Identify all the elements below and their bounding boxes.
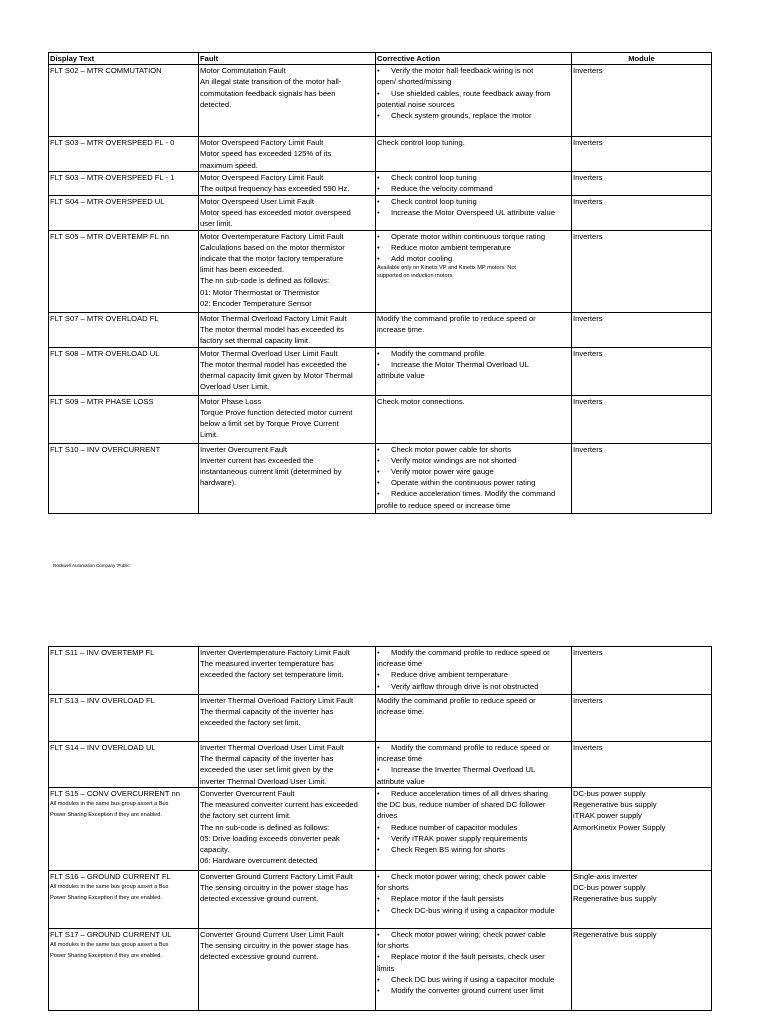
fault-cell [199, 443, 376, 513]
display-text: FLT S08 – MTR OVERLOAD UL [50, 348, 160, 358]
display-text: FLT S07 – MTR OVERLOAD FL [50, 313, 159, 323]
corrective-action-cell [376, 65, 572, 137]
display-text-cell [49, 230, 199, 312]
display-text-cell [49, 788, 199, 871]
fault-text: The sensing circuitry in the power stage has [200, 941, 349, 951]
action-bullet-item: • Reduce acceleration times of all drives sharing [377, 788, 570, 799]
fault-text: The output frequency has exceeded 590 Hz. [200, 184, 350, 194]
fault-text: Motor Phase Loss [200, 396, 262, 406]
action-bullet-item: • Replace motor if the fault persists, check user [377, 951, 570, 962]
corrective-action-cell [376, 395, 572, 443]
fault-text: Motor Overspeed Factory Limit Fault [200, 173, 324, 183]
module-name: Inverters [573, 173, 603, 183]
fault-cell [199, 871, 376, 929]
fault-text: Calculations based on the motor thermistor [200, 242, 345, 252]
table-row [49, 695, 712, 742]
action-bullet-item: • Operate motor within continuous torque rating [377, 231, 570, 242]
table-row [49, 195, 712, 230]
fault-cell [199, 347, 376, 395]
action-text: open/ shorted/missing [377, 77, 452, 87]
fault-text: limit has been exceeded. [200, 265, 285, 275]
display-text: FLT S14 – INV OVERLOAD UL [50, 743, 156, 752]
fault-text: The thermal capacity of the inverter has [200, 707, 334, 717]
display-text: FLT S09 – MTR PHASE LOSS [50, 396, 154, 406]
display-note: All modules in the same bus group assert a Bus [50, 801, 169, 808]
action-bullet-item: • Modify the command profile to reduce speed or [377, 647, 570, 658]
action-text: increase time [377, 754, 423, 764]
action-bullet-item: • Reduce number of capacitor modules [377, 822, 570, 833]
action-text: Check control loop tuning. [377, 138, 465, 148]
corrective-action-cell [376, 312, 572, 347]
action-bullet-item: • Check DC bus wiring if using a capacitor module [377, 974, 570, 985]
module-cell [572, 395, 712, 443]
module-name: Inverters [573, 138, 603, 148]
action-text: attribute value [377, 371, 425, 381]
display-text-cell [49, 395, 199, 443]
fault-text: Converter Overcurrent Fault [200, 789, 295, 798]
corrective-action-cell [376, 788, 572, 871]
display-text: FLT S10 – INV OVERCURRENT [50, 444, 161, 454]
module-name: Inverters [573, 66, 603, 76]
display-text-cell [49, 929, 199, 1011]
corrective-action-cell [376, 929, 572, 1011]
action-text: the DC bus, reduce number of shared DC follower [377, 800, 546, 810]
fault-text: The measured converter current has exceeded [200, 800, 358, 810]
fault-text: Motor Overspeed User Limit Fault [200, 196, 314, 206]
module-cell [572, 195, 712, 230]
module-name: DC-bus power supply [573, 883, 646, 893]
fault-text: The nn sub-code is defined as follows: [200, 276, 330, 286]
fault-text: 02: Encoder Temperature Sensor [200, 298, 312, 308]
action-bullet-item: • Verify iTRAK power supply requirements [377, 833, 570, 844]
action-note: Available only on Kinetix VP and Kinetix MP motors. Not [377, 265, 516, 272]
display-text-cell [49, 347, 199, 395]
display-text-cell [49, 137, 199, 172]
fault-text: Inverter Thermal Overload Factory Limit Fault [200, 696, 354, 705]
display-note: Power Sharing Exception if they are enabled. [50, 953, 162, 960]
module-cell [572, 312, 712, 347]
fault-text: exceeded the factory set limit. [200, 718, 301, 728]
display-text-cell [49, 647, 199, 695]
action-text: increase time. [377, 324, 425, 334]
table-row [49, 395, 712, 443]
fault-text: Motor speed has exceeded 125% of its [200, 149, 332, 159]
display-text: FLT S13 – INV OVERLOAD FL [50, 696, 155, 705]
module-cell [572, 230, 712, 312]
display-text-cell [49, 871, 199, 929]
fault-text: Converter Ground Current Factory Limit Fault [200, 872, 353, 881]
table-row [49, 742, 712, 788]
fault-text: Motor Overtemperature Factory Limit Fault [200, 231, 344, 241]
module-name: Inverters [573, 313, 603, 323]
fault-text: The nn sub-code is defined as follows: [200, 822, 330, 832]
table-row [49, 871, 712, 929]
action-text: potential noise sources [377, 99, 455, 109]
table-row [49, 230, 712, 312]
table-row [49, 647, 712, 695]
module-name: DC-bus power supply [573, 789, 646, 798]
module-cell [572, 65, 712, 137]
action-bullet-item: • Verify the motor hall feedback wiring is not [377, 65, 570, 76]
display-text: FLT S17 – GROUND CURRENT UL [50, 930, 172, 939]
fault-text: The thermal capacity of the inverter has [200, 754, 334, 764]
module-name: iTRAK power supply [573, 811, 642, 821]
module-name: Inverters [573, 444, 603, 454]
fault-text: the factory set current limit. [200, 811, 292, 821]
display-text-cell [49, 172, 199, 195]
fault-text: Motor speed has exceeded motor overspeed [200, 207, 351, 217]
corrective-action-cell [376, 443, 572, 513]
fault-cell [199, 788, 376, 871]
fault-text: The sensing circuitry in the power stage has [200, 883, 349, 893]
action-text: attribute value [377, 776, 425, 786]
fault-text: thermal capacity limit given by Motor Thermal [200, 371, 353, 381]
action-bullet-item: • Reduce drive ambient temperature [377, 669, 570, 680]
action-text: increase time [377, 659, 423, 669]
fault-text: Motor Thermal Overload User Limit Fault [200, 348, 338, 358]
action-bullet-item: • Use shielded cables, route feedback away from [377, 88, 570, 99]
module-name: Inverters [573, 396, 603, 406]
table-row [49, 312, 712, 347]
fault-text: inverter Thermal Overload User Limit. [200, 776, 327, 786]
header-corrective-action: Corrective Action [376, 53, 572, 65]
action-bullet-item: • Reduce the velocity command [377, 183, 570, 194]
fault-text: capacity. [200, 845, 230, 855]
display-note: Power Sharing Exception if they are enabled. [50, 812, 162, 819]
fault-text: Overload User Limit. [200, 382, 270, 392]
header-display-text: Display Text [49, 53, 199, 65]
fault-cell [199, 65, 376, 137]
fault-text: below a limit set by Torque Prove Current [200, 419, 339, 429]
module-name: Regenerative bus supply [573, 894, 657, 904]
fault-text: Inverter current has exceeded the [200, 455, 314, 465]
table-row [49, 65, 712, 137]
fault-table-page-bottom [48, 646, 712, 1011]
header-module: Module [572, 53, 712, 65]
action-text: drives [377, 811, 398, 821]
fault-text: factory set thermal capacity limit. [200, 336, 311, 346]
corrective-action-cell [376, 647, 572, 695]
fault-text: An illegal state transition of the motor hall- [200, 77, 342, 87]
action-bullet-item: • Verify motor power wire gauge [377, 466, 570, 477]
module-cell [572, 443, 712, 513]
module-cell [572, 929, 712, 1011]
module-cell [572, 695, 712, 742]
action-bullet-item: • Modify the converter ground current user limit [377, 985, 570, 996]
fault-cell [199, 195, 376, 230]
header-fault: Fault [199, 53, 376, 65]
display-text: FLT S02 – MTR COMMUTATION [50, 66, 162, 76]
action-bullet-item: • Increase the Motor Thermal Overload UL [377, 359, 570, 370]
fault-text: exceeded the user set limit given by the [200, 765, 334, 775]
corrective-action-cell [376, 230, 572, 312]
action-bullet-item: • Add motor cooling [377, 253, 570, 264]
corrective-action-cell [376, 695, 572, 742]
action-bullet-item: • Check system grounds, replace the motor [377, 110, 570, 121]
display-text: FLT S03 – MTR OVERSPEED FL - 1 [50, 173, 175, 183]
action-bullet-item: • Verify motor windings are not shorted [377, 455, 570, 466]
display-text: FLT S11 – INV OVERTEMP FL [50, 648, 155, 657]
fault-text: Inverter Thermal Overload User Limit Fault [200, 743, 344, 752]
fault-text: detected excessive ground current. [200, 952, 319, 962]
display-text: FLT S03 – MTR OVERSPEED FL - 0 [50, 138, 175, 148]
table-body [49, 647, 712, 1011]
action-bullet-item: • Check control loop tuning [377, 172, 570, 183]
display-text: FLT S16 – GROUND CURRENT FL [50, 872, 171, 881]
fault-cell [199, 137, 376, 172]
action-note: supported on induction motors. [377, 273, 454, 280]
corrective-action-cell [376, 871, 572, 929]
fault-text: Motor Commutation Fault [200, 66, 286, 76]
module-name: Regenerative bus supply [573, 930, 657, 939]
display-note: Power Sharing Exception if they are enabled. [50, 895, 162, 902]
fault-text: The motor thermal model has exceeded the [200, 359, 347, 369]
fault-text: Torque Prove function detected motor current [200, 407, 353, 417]
action-bullet-item: • Check motor power wiring; check power cable [377, 871, 570, 882]
fault-cell [199, 395, 376, 443]
fault-cell [199, 742, 376, 788]
display-text-cell [49, 695, 199, 742]
action-text: profile to reduce speed or increase time [377, 500, 511, 510]
table-row [49, 172, 712, 195]
action-bullet-item: • Replace motor if the fault persists [377, 893, 570, 904]
fault-text: 06: Hardware overcurrent detected [200, 856, 318, 866]
action-text: Modify the command profile to reduce speed or [377, 696, 536, 705]
display-text-cell [49, 312, 199, 347]
table-row [49, 929, 712, 1011]
corrective-action-cell [376, 742, 572, 788]
fault-text: The motor thermal model has exceeded its [200, 324, 344, 334]
display-text: FLT S15 – CONV OVERCURRENT nn [50, 789, 180, 798]
fault-text: detected excessive ground current. [200, 894, 319, 904]
action-bullet-item: • Check motor power wiring; check power cable [377, 929, 570, 940]
action-text: increase time. [377, 707, 425, 717]
display-text-cell [49, 65, 199, 137]
display-note: All modules in the same bus group assert a Bus [50, 942, 169, 949]
action-bullet-item: • Increase the Inverter Thermal Overload UL [377, 764, 570, 775]
module-name: Inverters [573, 696, 603, 705]
action-bullet-item: • Operate within the continuous power rating [377, 477, 570, 488]
corrective-action-cell [376, 347, 572, 395]
module-cell [572, 871, 712, 929]
fault-text: Inverter Overcurrent Fault [200, 444, 287, 454]
action-bullet-item: • Modify the command profile to reduce speed or [377, 742, 570, 753]
fault-table-page-top [48, 52, 712, 514]
module-cell [572, 742, 712, 788]
action-text: Check motor connections. [377, 396, 465, 406]
module-cell [572, 347, 712, 395]
action-bullet-item: • Check motor power cable for shorts [377, 444, 570, 455]
fault-text: 05: Drive loading exceeds converter peak [200, 833, 340, 843]
fault-cell [199, 312, 376, 347]
action-bullet-item: • Check DC-bus wiring if using a capacitor module [377, 905, 570, 916]
action-bullet-item: • Increase the Motor Overspeed UL attribute value [377, 207, 570, 218]
classification-footer: Rockwell Automation Company 'Public' [53, 563, 131, 568]
action-text: Modify the command profile to reduce speed or [377, 313, 536, 323]
action-bullet-item: • Verify airflow through drive is not obstructed [377, 681, 570, 692]
display-text-cell [49, 742, 199, 788]
corrective-action-cell [376, 195, 572, 230]
module-cell [572, 137, 712, 172]
table-row [49, 443, 712, 513]
module-name: Regenerative bus supply [573, 800, 657, 810]
action-bullet-item: • Modify the command profile [377, 348, 570, 359]
display-text-cell [49, 443, 199, 513]
fault-text: hardware). [200, 478, 237, 488]
table-row [49, 347, 712, 395]
fault-text: Converter Ground Current User Limit Fault [200, 930, 344, 939]
action-bullet-item: • Reduce acceleration times. Modify the command [377, 488, 570, 499]
fault-text: exceeded the factory set temperature limit. [200, 670, 344, 680]
fault-cell [199, 172, 376, 195]
action-text: for shorts [377, 941, 409, 951]
fault-text: Limit. [200, 430, 219, 440]
fault-text: commutation feedback signals has been [200, 88, 336, 98]
table-header-row [49, 53, 712, 65]
action-text: for shorts [377, 883, 409, 893]
display-note: All modules in the same bus group assert a Bus [50, 884, 169, 891]
fault-text: Inverter Overtemperature Factory Limit Fault [200, 648, 350, 657]
table-row [49, 137, 712, 172]
fault-text: The measured inverter temperature has [200, 659, 334, 669]
fault-text: indicate that the motor factory temperature [200, 254, 344, 264]
action-bullet-item: • Reduce motor ambient temperature [377, 242, 570, 253]
action-bullet-item: • Check Regen BS wiring for shorts [377, 844, 570, 855]
fault-text: Motor Overspeed Factory Limit Fault [200, 138, 324, 148]
display-text: FLT S04 – MTR OVERSPEED UL [50, 196, 165, 206]
fault-cell [199, 695, 376, 742]
display-text-cell [49, 195, 199, 230]
module-cell [572, 788, 712, 871]
module-name: Single-axis inverter [573, 872, 638, 881]
module-name: ArmorKinetix Power Supply [573, 822, 666, 832]
display-text: FLT S05 – MTR OVERTEMP FL nn [50, 231, 170, 241]
action-bullet-item: • Check control loop tuning [377, 196, 570, 207]
module-name: Inverters [573, 348, 603, 358]
fault-text: instantaneous current limit (determined by [200, 467, 342, 477]
fault-cell [199, 230, 376, 312]
module-name: Inverters [573, 743, 603, 752]
module-name: Inverters [573, 196, 603, 206]
module-name: Inverters [573, 231, 603, 241]
module-name: Inverters [573, 648, 603, 657]
module-cell [572, 172, 712, 195]
corrective-action-cell [376, 172, 572, 195]
fault-text: maximum speed. [200, 160, 258, 170]
action-text: limits [377, 963, 395, 973]
module-cell [572, 647, 712, 695]
fault-text: Motor Thermal Overload Factory Limit Fault [200, 313, 347, 323]
table-body [49, 65, 712, 513]
fault-cell [199, 647, 376, 695]
table-row [49, 788, 712, 871]
corrective-action-cell [376, 137, 572, 172]
fault-cell [199, 929, 376, 1011]
fault-text: user limit. [200, 219, 233, 229]
fault-text: 01: Motor Thermostat or Thermistor [200, 287, 320, 297]
fault-text: detected. [200, 99, 232, 109]
